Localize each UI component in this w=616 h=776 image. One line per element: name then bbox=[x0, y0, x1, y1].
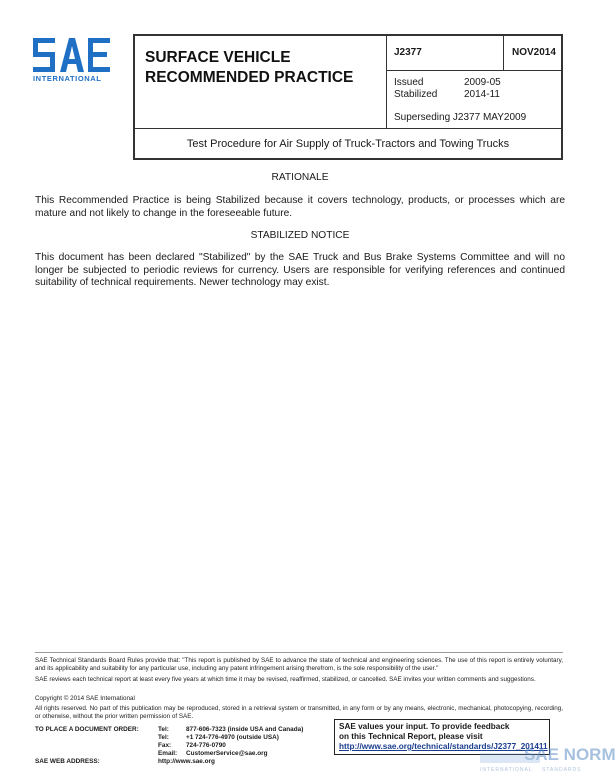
issued-value: 2009-05 bbox=[464, 77, 501, 88]
stabilized-notice-text: This document has been declared "Stabilized" by the SAE Truck and Bus Brake Systems Committee and will no longer be subjected to periodic reviews for currency. Users are responsible for verifying references and continued suitability of technical requirements. Newer technology may exist. bbox=[35, 252, 565, 289]
watermark-subtext: INTERNATIONAL bbox=[480, 767, 533, 773]
document-date: NOV2014 bbox=[512, 47, 556, 58]
review-text: SAE reviews each technical report at least every five years at which time it may be revised, reaffirmed, stabilized, or cancelled. SAE invites your written comments and suggestions. bbox=[35, 676, 536, 683]
document-number: J2377 bbox=[394, 47, 422, 58]
sae-logo bbox=[33, 38, 123, 83]
footer-divider bbox=[35, 652, 563, 653]
contact-row: Email: CustomerService@sae.org bbox=[158, 750, 268, 757]
stabilized-notice-heading: STABILIZED NOTICE bbox=[250, 230, 350, 241]
divider bbox=[135, 128, 561, 129]
document-dates bbox=[394, 77, 501, 101]
document-header bbox=[133, 34, 563, 160]
feedback-link[interactable]: http://www.sae.org/technical/standards/J2377_201411 bbox=[339, 742, 548, 751]
document-title: Test Procedure for Air Supply of Truck-Tractors and Towing Trucks bbox=[186, 138, 510, 150]
web-address-label: SAE WEB ADDRESS: bbox=[35, 758, 100, 765]
watermark-subtext: STANDARDS bbox=[542, 767, 582, 773]
email-link[interactable]: CustomerService@sae.org bbox=[186, 750, 268, 757]
web-address-link[interactable]: http://www.sae.org bbox=[158, 758, 215, 765]
superseding-note: Superseding J2377 MAY2009 bbox=[394, 112, 527, 123]
order-label: TO PLACE A DOCUMENT ORDER: bbox=[35, 726, 139, 733]
watermark bbox=[480, 745, 616, 776]
feedback-line: SAE values your input. To provide feedback bbox=[339, 722, 510, 731]
divider bbox=[503, 36, 504, 70]
rationale-text: This Recommended Practice is being Stabilized because it covers technology, products, or processes which are mature and not likely to change in the foreseeable future. bbox=[35, 195, 565, 219]
contact-row: Tel: 877-606-7323 (inside USA and Canada) bbox=[158, 726, 304, 733]
feedback-line: on this Technical Report, please visit bbox=[339, 732, 483, 741]
copyright-text: Copyright © 2014 SAE International bbox=[35, 695, 135, 702]
contact-row: Fax: 724-776-0790 bbox=[158, 742, 226, 749]
watermark-text: SAE NORM bbox=[524, 745, 616, 764]
divider bbox=[386, 36, 387, 128]
board-rules-text: SAE Technical Standards Board Rules provide that: "This report is published by SAE to advance the state of technical and engineering sciences. The use of this report is entirely voluntary, and its applicability and suitability for any particular use, including any patent infringement arising therefrom, is the sole responsibility of the user." bbox=[35, 657, 563, 672]
stabilized-value: 2014-11 bbox=[464, 89, 500, 100]
stabilized-label: Stabilized bbox=[394, 89, 438, 100]
contact-list bbox=[158, 726, 348, 758]
issued-label: Issued bbox=[394, 77, 424, 88]
rationale-heading: RATIONALE bbox=[271, 172, 329, 183]
contact-row: Tel: +1 724-776-4970 (outside USA) bbox=[158, 734, 279, 741]
logo-subtitle: INTERNATIONAL bbox=[33, 74, 102, 83]
rights-text: All rights reserved. No part of this publication may be reproduced, stored in a retrieval system or transmitted, in any form or by any means, electronic, mechanical, photocopying, recording, or otherwise, without the prior written permission of SAE. bbox=[35, 705, 563, 720]
sae-logo-mark-icon bbox=[33, 38, 113, 72]
document-type: SURFACE VEHICLE RECOMMENDED PRACTICE bbox=[145, 49, 354, 86]
divider bbox=[386, 70, 561, 71]
